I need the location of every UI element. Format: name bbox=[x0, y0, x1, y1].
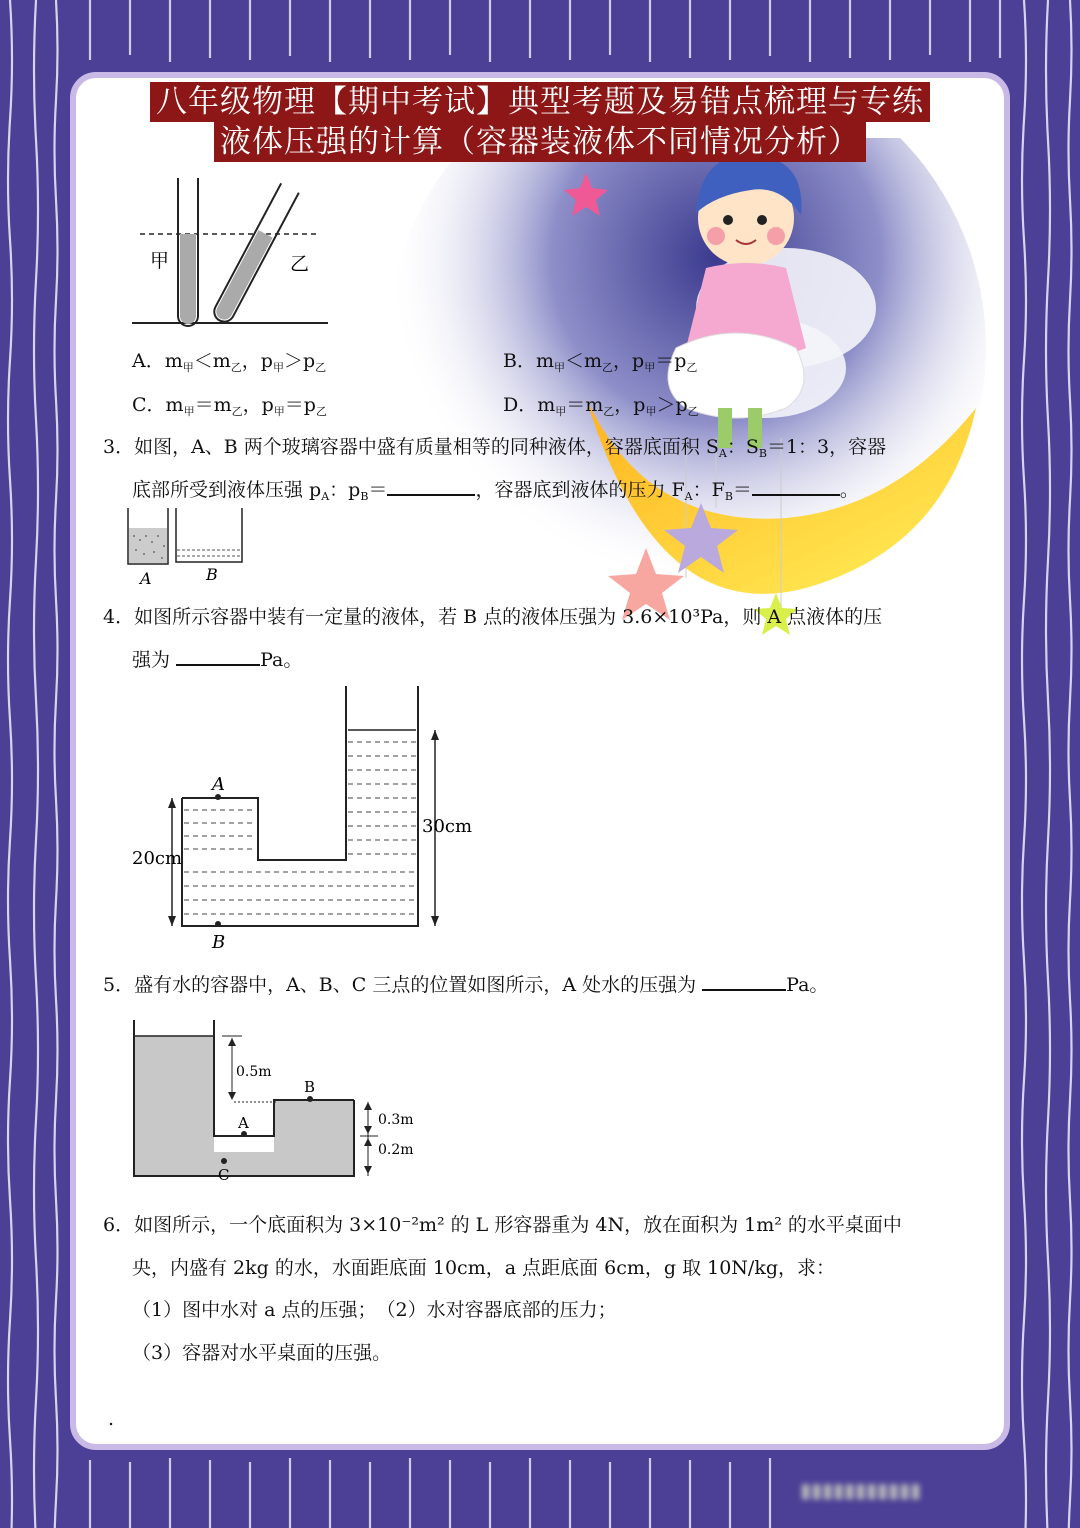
page-title-line2: 液体压强的计算（容器装液体不同情况分析） bbox=[0, 122, 1080, 162]
q5-line1: 5．盛有水的容器中，A、B、C 三点的位置如图所示，A 处水的压强为 Pa。 bbox=[103, 974, 829, 996]
q4-line2: 强为 Pa。 bbox=[132, 649, 303, 671]
q6-line3: （1）图中水对 a 点的压强； （2）水对容器底部的压力； bbox=[132, 1299, 617, 1321]
q3-line2: 底部所受到液体压强 $p_A$：$p_B=$ ，容器底到液体的压力 $F_A$：$F_B=$ 。 bbox=[132, 479, 859, 503]
u-container-figure bbox=[130, 680, 480, 955]
answer-blank[interactable] bbox=[176, 650, 260, 666]
answer-blank[interactable] bbox=[752, 480, 840, 496]
option-b: B．$m_甲<m_乙$，$p_甲=p_乙$ bbox=[503, 350, 698, 374]
q6-line1: 6．如图所示，一个底面积为 3×10⁻²m² 的 L 形容器重为 4N，放在面积为 1m² 的水平桌面中 bbox=[103, 1214, 902, 1236]
answer-blank[interactable] bbox=[387, 480, 475, 496]
page-title-line1: 八年级物理【期中考试】典型考题及易错点梳理与专练 bbox=[0, 82, 1080, 122]
dim-30cm: 30cm bbox=[422, 816, 473, 837]
q4-line1: 4．如图所示容器中装有一定量的液体，若 B 点的液体压强为 3.6×10³Pa，则 A 点液体的压 bbox=[103, 606, 883, 628]
option-d: D．$m_甲=m_乙$，$p_甲>p_乙$ bbox=[503, 394, 699, 418]
label-a: A bbox=[140, 569, 152, 588]
dim-20cm: 20cm bbox=[132, 848, 183, 869]
blurred-watermark: ▮▮▮▮▮▮▮▮▮▮▮ bbox=[800, 1478, 922, 1502]
point-b: B bbox=[304, 1078, 316, 1096]
tube-label-yi: 乙 bbox=[290, 253, 310, 275]
label-b: B bbox=[206, 565, 218, 584]
point-c: C bbox=[218, 1166, 230, 1184]
dim-02m: 0.2m bbox=[378, 1142, 414, 1158]
q3-line1: 3．如图，A、B 两个玻璃容器中盛有质量相等的同种液体，容器底面积 $S_A$：$S_B=1$：3，容器 bbox=[103, 436, 887, 460]
trailing-dot: . bbox=[108, 1408, 115, 1430]
option-c: C．$m_甲=m_乙$，$p_甲=p_乙$ bbox=[132, 394, 327, 418]
option-a: A．$m_甲<m_乙$，$p_甲>p_乙$ bbox=[132, 350, 327, 374]
point-a-label: A bbox=[212, 774, 225, 795]
q6-line2: 央，内盛有 2kg 的水，水面距底面 10cm，a 点距底面 6cm，g 取 10N/kg，求： bbox=[132, 1257, 835, 1279]
dim-05m: 0.5m bbox=[236, 1064, 272, 1080]
q6-line4: （3）容器对水平桌面的压强。 bbox=[132, 1342, 392, 1364]
containers-ab-figure bbox=[124, 506, 248, 588]
answer-blank[interactable] bbox=[702, 975, 786, 991]
test-tubes-figure bbox=[130, 170, 330, 330]
point-b-label: B bbox=[212, 932, 226, 953]
tube-label-jia: 甲 bbox=[150, 250, 170, 272]
dim-03m: 0.3m bbox=[378, 1112, 414, 1128]
point-a: A bbox=[238, 1114, 249, 1132]
water-container-figure bbox=[130, 1016, 430, 1186]
